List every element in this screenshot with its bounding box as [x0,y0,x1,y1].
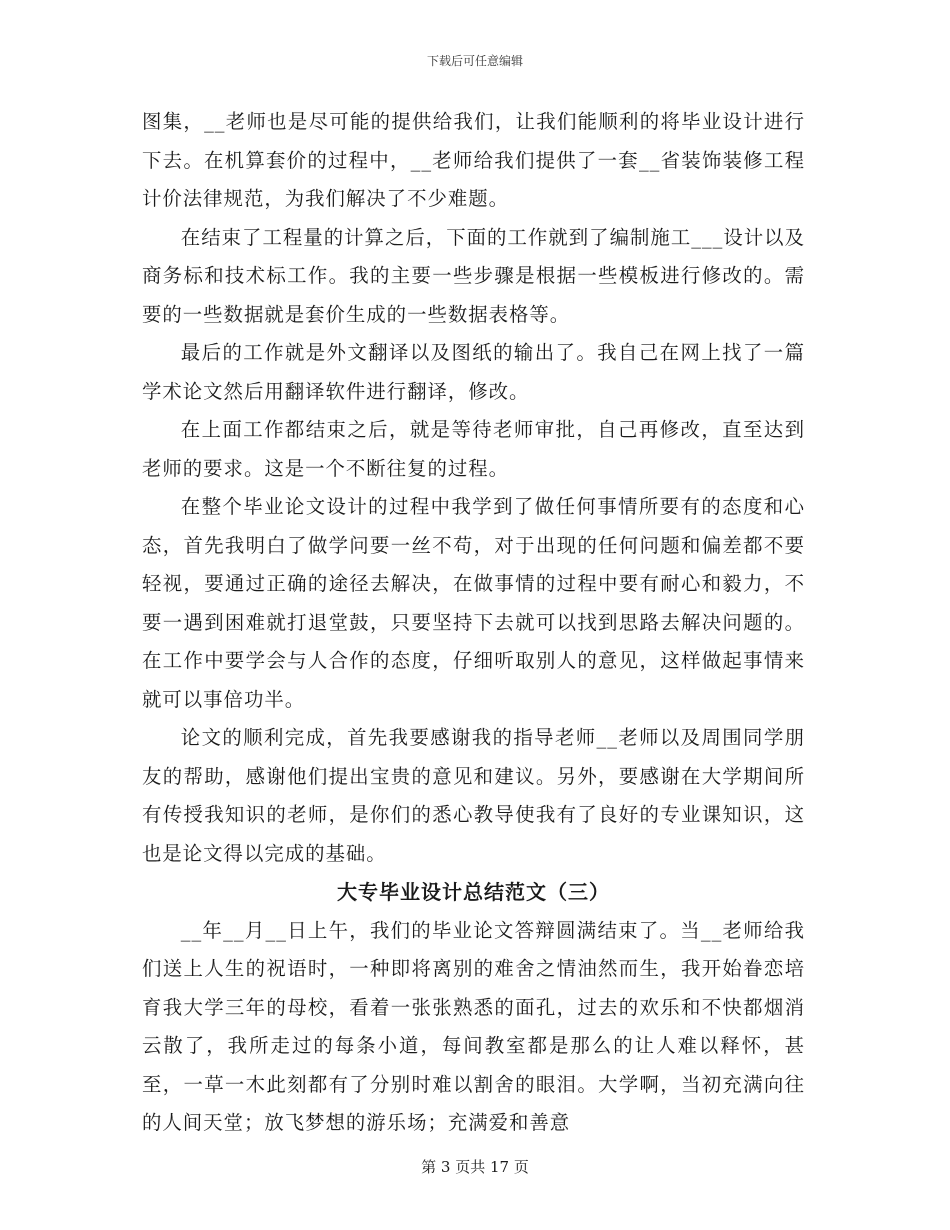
page-footer: 第 3 页共 17 页 [421,1158,529,1176]
paragraph: 论文的顺利完成，首先我要感谢我的指导老师__老师以及周围同学朋友的帮助，感谢他们提出宝贵的意见和建议。另外，要感谢在大学期间所有传授我知识的老师，是你们的悉心教导使我有了良好的专业课知识，这也是论文得以完成的基础。 [142,726,805,865]
section-title: 大专毕业设计总结范文（三） [337,880,610,904]
page-header: 下载后可任意编辑 [426,54,523,68]
document-body [142,103,805,1143]
paragraph: 在整个毕业论文设计的过程中我学到了做任何事情所要有的态度和心态，首先我明白了做学问要一丝不苟，对于出现的任何问题和偏差都不要轻视，要通过正确的途径去解决，在做事情的过程中要有耐心和毅力，不要一遇到困难就打退堂鼓，只要坚持下去就可以找到思路去解决问题的。在工作中要学会与人合作的态度，仔细听取别人的意见，这样做起事情来就可以事倍功半。 [142,495,805,711]
paragraph: 在结束了工程量的计算之后，下面的工作就到了编制施工___设计以及商务标和技术标工作。我的主要一些步骤是根据一些模板进行修改的。需要的一些数据就是套价生成的一些数据表格等。 [142,225,805,326]
paragraph: 在上面工作都结束之后，就是等待老师审批，自己再修改，直至达到老师的要求。这是一个不断往复的过程。 [142,418,805,480]
paragraph: __年__月__日上午，我们的毕业论文答辩圆满结束了。当__老师给我们送上人生的祝语时，一种即将离别的难舍之情油然而生，我开始眷恋培育我大学三年的母校，看着一张张熟悉的面孔，过去的欢乐和不快都烟消云散了，我所走过的每条小道，每间教室都是那么的让人难以释怀，甚至，一草一木此刻都有了分别时难以割舍的眼泪。大学啊，当初充满向往的人间天堂；放飞梦想的游乐场；充满爱和善意 [142,918,805,1134]
paragraph-continued: 图集，__老师也是尽可能的提供给我们，让我们能顺利的将毕业设计进行下去。在机算套价的过程中，__老师给我们提供了一套__省装饰装修工程计价法律规范，为我们解决了不少难题。 [142,110,805,210]
paragraph: 最后的工作就是外文翻译以及图纸的输出了。我自己在网上找了一篇学术论文然后用翻译软件进行翻译，修改。 [142,341,805,403]
